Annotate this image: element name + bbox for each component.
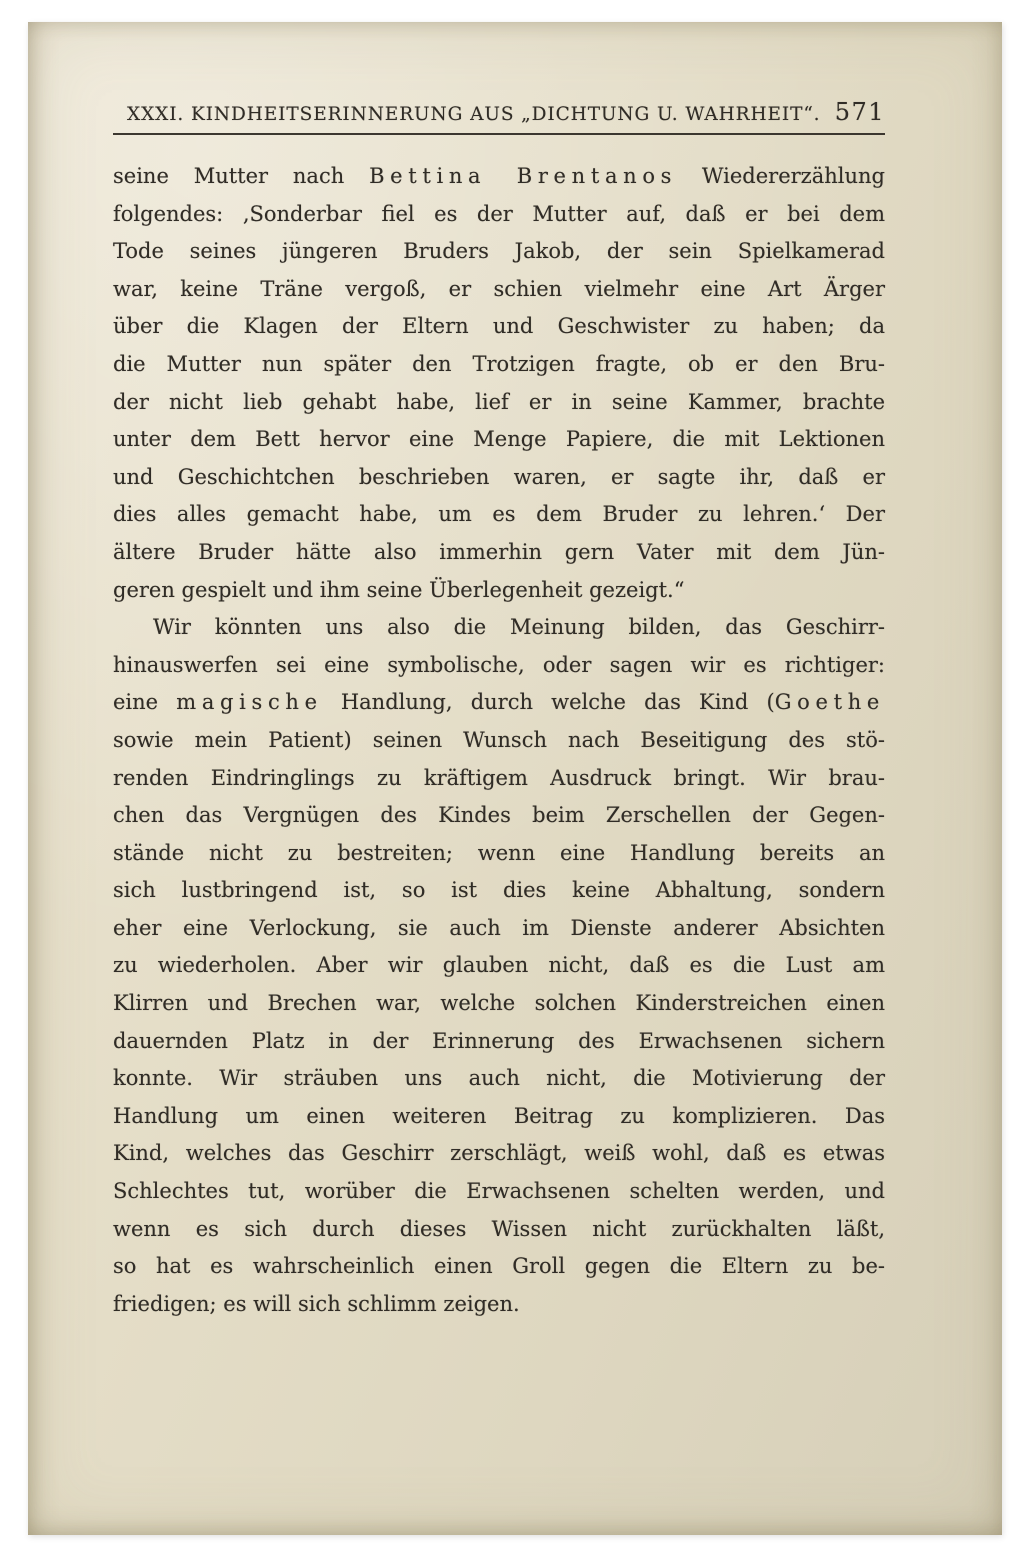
text-line: [113, 534, 885, 572]
text-segment: unter dem Bett hervor eine Menge Papiere, die mit Lektionen: [113, 427, 885, 452]
text-segment: war, keine Träne vergoß, er schien vielmehr eine Art Ärger: [113, 276, 885, 301]
text-segment: folgendes: ‚Sonderbar fiel es der Mutter auf, daß er bei dem: [113, 201, 885, 226]
text-segment: wenn es sich durch dieses Wissen nicht zurückhalten läßt,: [113, 1216, 885, 1241]
header-rule: [113, 133, 885, 135]
running-header: [113, 98, 885, 126]
text-line: [113, 421, 885, 459]
text-segment: ältere Bruder hätte also immerhin gern Vater mit dem Jün-: [113, 539, 885, 564]
text-line: [113, 910, 885, 948]
text-segment: hinauswerfen sei eine symbolische, oder sagen wir es richtiger:: [113, 652, 885, 677]
text-segment: eine: [113, 690, 177, 715]
text-segment: Wiedererzählung: [677, 164, 885, 188]
text-line: [113, 947, 885, 985]
text-line: [113, 647, 885, 685]
paragraph: [113, 158, 885, 609]
letterspaced-text: Bettina Brentanos: [369, 164, 678, 188]
text-line: [113, 985, 885, 1023]
text-segment: sich lustbringend ist, so ist dies keine Abhaltung, sondern: [113, 878, 885, 903]
text-segment: über die Klagen der Eltern und Geschwister zu haben; da: [113, 314, 885, 339]
text-line: [113, 1248, 885, 1286]
text-line: [113, 1023, 885, 1061]
text-segment: Handlung um einen weiteren Beitrag zu komplizieren. Das: [113, 1103, 885, 1128]
text-line: [113, 233, 885, 271]
text-line: [113, 1135, 885, 1173]
body-text: [113, 158, 885, 1323]
text-line: [113, 384, 885, 422]
text-line: [113, 158, 885, 196]
text-segment: konnte. Wir sträuben uns auch nicht, die Motivierung der: [113, 1066, 885, 1091]
text-segment: die Mutter nun später den Trotzigen fragte, ob er den Bru-: [113, 351, 885, 376]
chapter-header-title: XXXI. KINDHEITSERINNERUNG AUS „DICHTUNG U. WAHRHEIT“.: [127, 104, 821, 125]
text-line: [113, 196, 885, 234]
text-line: [113, 459, 885, 497]
text-line: [113, 1098, 885, 1136]
text-line: [113, 835, 885, 873]
text-segment: Wir könnten uns also die Meinung bilden, das Geschirr-: [153, 615, 885, 640]
text-line: [113, 1286, 885, 1324]
text-segment: Klirren und Brechen war, welche solchen Kinderstreichen einen: [113, 991, 885, 1016]
text-line: [113, 1173, 885, 1211]
text-line: [113, 308, 885, 346]
letterspaced-text: Goethe: [774, 690, 885, 715]
text-line: [113, 572, 885, 610]
text-segment: Schlechtes tut, worüber die Erwachsenen schelten werden, und: [113, 1179, 885, 1204]
text-segment: so hat es wahrscheinlich einen Groll gegen die Eltern zu be-: [113, 1254, 885, 1279]
text-segment: chen das Vergnügen des Kindes beim Zerschellen der Gegen-: [113, 803, 885, 828]
text-line: [113, 797, 885, 835]
letterspaced-text: magische: [176, 690, 323, 715]
text-line: [113, 271, 885, 309]
text-line: [113, 609, 885, 647]
text-block: [113, 98, 885, 1323]
text-segment: geren gespielt und ihm seine Überlegenheit gezeigt.“: [113, 577, 685, 602]
page-number: 571: [834, 98, 885, 126]
text-segment: der nicht lieb gehabt habe, lief er in seine Kammer, brachte: [113, 389, 885, 414]
text-segment: dauernden Platz in der Erinnerung des Erwachsenen sichern: [113, 1028, 885, 1053]
text-segment: sowie mein Patient) seinen Wunsch nach Beseitigung des stö-: [113, 727, 885, 752]
text-line: [113, 346, 885, 384]
text-segment: Handlung, durch welche das Kind (: [322, 690, 775, 715]
text-segment: friedigen; es will sich schlimm zeigen.: [113, 1291, 520, 1316]
text-line: [113, 496, 885, 534]
text-segment: Tode seines jüngeren Bruders Jakob, der sein Spielkamerad: [113, 239, 885, 264]
text-segment: Kind, welches das Geschirr zerschlägt, weiß wohl, daß es etwas: [113, 1141, 885, 1166]
text-segment: zu wiederholen. Aber wir glauben nicht, daß es die Lust am: [113, 953, 885, 978]
book-page: [28, 22, 1002, 1535]
text-line: [113, 872, 885, 910]
text-line: [113, 722, 885, 760]
text-segment: eher eine Verlockung, sie auch im Dienste anderer Absichten: [113, 915, 885, 940]
text-segment: und Geschichtchen beschrieben waren, er sagte ihr, daß er: [113, 464, 885, 489]
text-segment: dies alles gemacht habe, um es dem Bruder zu lehren.‘ Der: [113, 502, 885, 527]
text-line: [113, 1211, 885, 1249]
text-line: [113, 760, 885, 798]
text-segment: seine Mutter nach: [113, 164, 370, 188]
text-segment: renden Eindringlings zu kräftigem Ausdruck bringt. Wir brau-: [113, 765, 885, 790]
text-segment: stände nicht zu bestreiten; wenn eine Handlung bereits an: [113, 840, 885, 865]
text-line: [113, 684, 885, 722]
paragraph: [113, 609, 885, 1323]
text-line: [113, 1060, 885, 1098]
